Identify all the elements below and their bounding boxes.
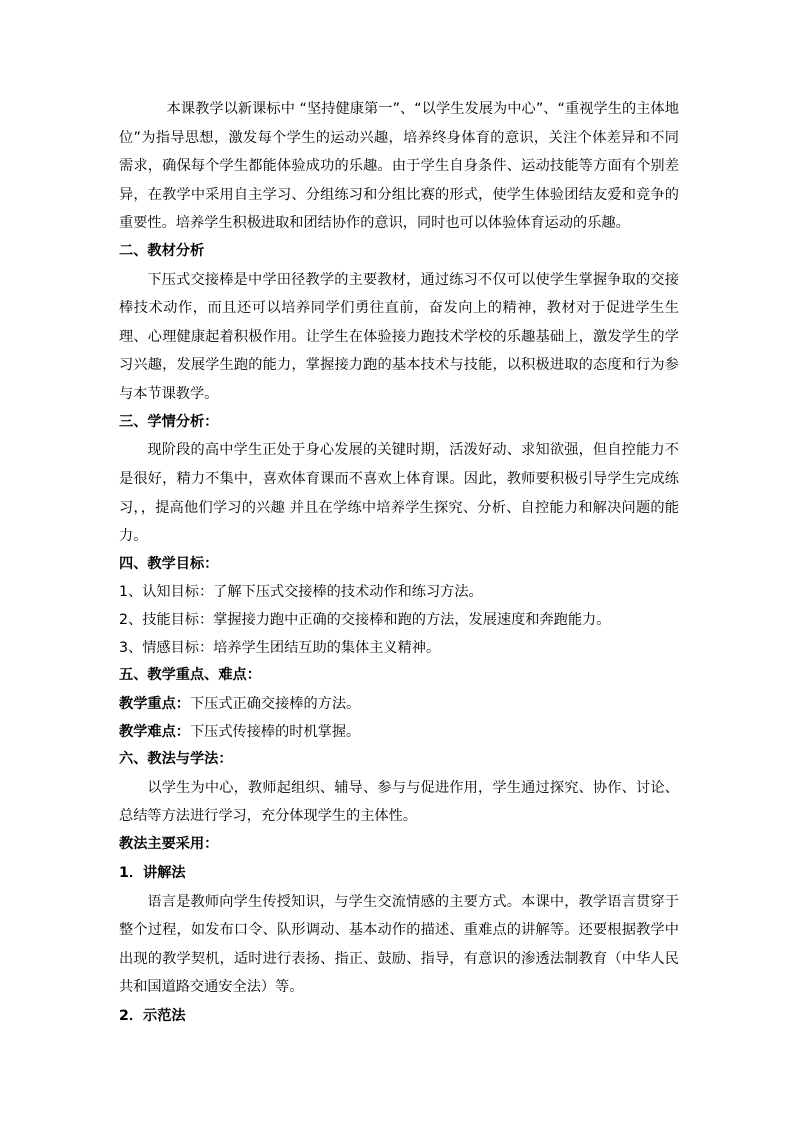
section-heading-key-difficulty: 五、教学重点、难点： xyxy=(119,667,261,684)
method-lecture-title: 1．讲解法 xyxy=(119,864,186,881)
section-heading-student-analysis: 三、学情分析： xyxy=(119,413,219,430)
goal-affective: 3、情感目标：培养学生团结互助的集体主义精神。 xyxy=(119,640,441,657)
student-analysis-paragraph: 现阶段的高中学生正处于身心发展的关键时期，活泼好动、求知欲强，但自控能力不是很好，精力不集中，喜欢体育课而不喜欢上体育课。因此，教师要积极引导学生完成练习，，提高他们学习的兴趣 并且在学练中培养学生探究、分析、自控能力和解决问题的能力。 xyxy=(119,442,679,545)
difficulty-label: 教学难点： xyxy=(119,724,190,741)
textbook-analysis-paragraph: 下压式交接棒是中学田径教学的主要教材，通过练习不仅可以使学生掌握争取的交接棒技术动作，而且还可以培养同学们勇往直前，奋发向上的精神，教材对于促进学生生理、心理健康起着积极作用。让学生在体验接力跑技术学校的乐趣基础上，激发学生的学习兴趣，发展学生跑的能力，掌握接力跑的基本技术与技能，以积极进取的态度和行为参与本节课教学。 xyxy=(119,271,679,403)
key-point-line xyxy=(119,690,679,718)
section-heading-methods: 六、教法与学法： xyxy=(119,751,233,768)
difficulty-text: 下压式传接棒的时机掌握。 xyxy=(189,724,361,741)
method-lecture-paragraph: 语言是教师向学生传授知识，与学生交流情感的主要方式。本课中，教学语言贯穿于整个过程，如发布口令、队形调动、基本动作的描述、重难点的讲解等。还要根据教学中出现的教学契机，适时进行表扬、指正、鼓励、指导，有意识的渗透法制教育（中华人民共和国道路交通安全法）等。 xyxy=(119,893,679,996)
methods-paragraph: 以学生为中心，教师起组织、辅导、参与与促进作用，学生通过探究、协作、讨论、总结等方法进行学习，充分体现学生的主体性。 xyxy=(119,779,679,825)
goal-cognitive: 1、认知目标：了解下压式交接棒的技术动作和练习方法。 xyxy=(119,584,483,601)
difficulty-line xyxy=(119,718,679,746)
intro-paragraph: 本课教学以新课标中 “坚持健康第一”、“以学生发展为中心”、“重视学生的主体地位”为指导思想，激发每个学生的运动兴趣，培养终身体育的意识，关注个体差异和不同需求，确保每个学生都能体验成功的乐趣。由于学生自身条件、运动技能等方面有个别差异，在教学中采用自主学习、分组练习和分组比赛的形式，使学生体验团结友爱和竞争的重要性。培养学生积极进取和团结协作的意识，同时也可以体验体育运动的乐趣。 xyxy=(119,101,679,232)
key-point-text: 下压式正确交接棒的方法。 xyxy=(189,696,361,713)
method-demonstration-title: 2．示范法 xyxy=(119,1007,186,1024)
section-heading-teaching-goals: 四、教学目标： xyxy=(119,555,219,572)
key-point-label: 教学重点： xyxy=(119,696,190,713)
methods-main-heading: 教法主要采用： xyxy=(119,836,219,853)
section-heading-textbook-analysis: 二、教材分析 xyxy=(119,242,205,259)
document-page xyxy=(119,95,679,1031)
goal-skill: 2、技能目标：掌握接力跑中正确的交接棒和跑的方法，发展速度和奔跑能力。 xyxy=(119,612,611,629)
